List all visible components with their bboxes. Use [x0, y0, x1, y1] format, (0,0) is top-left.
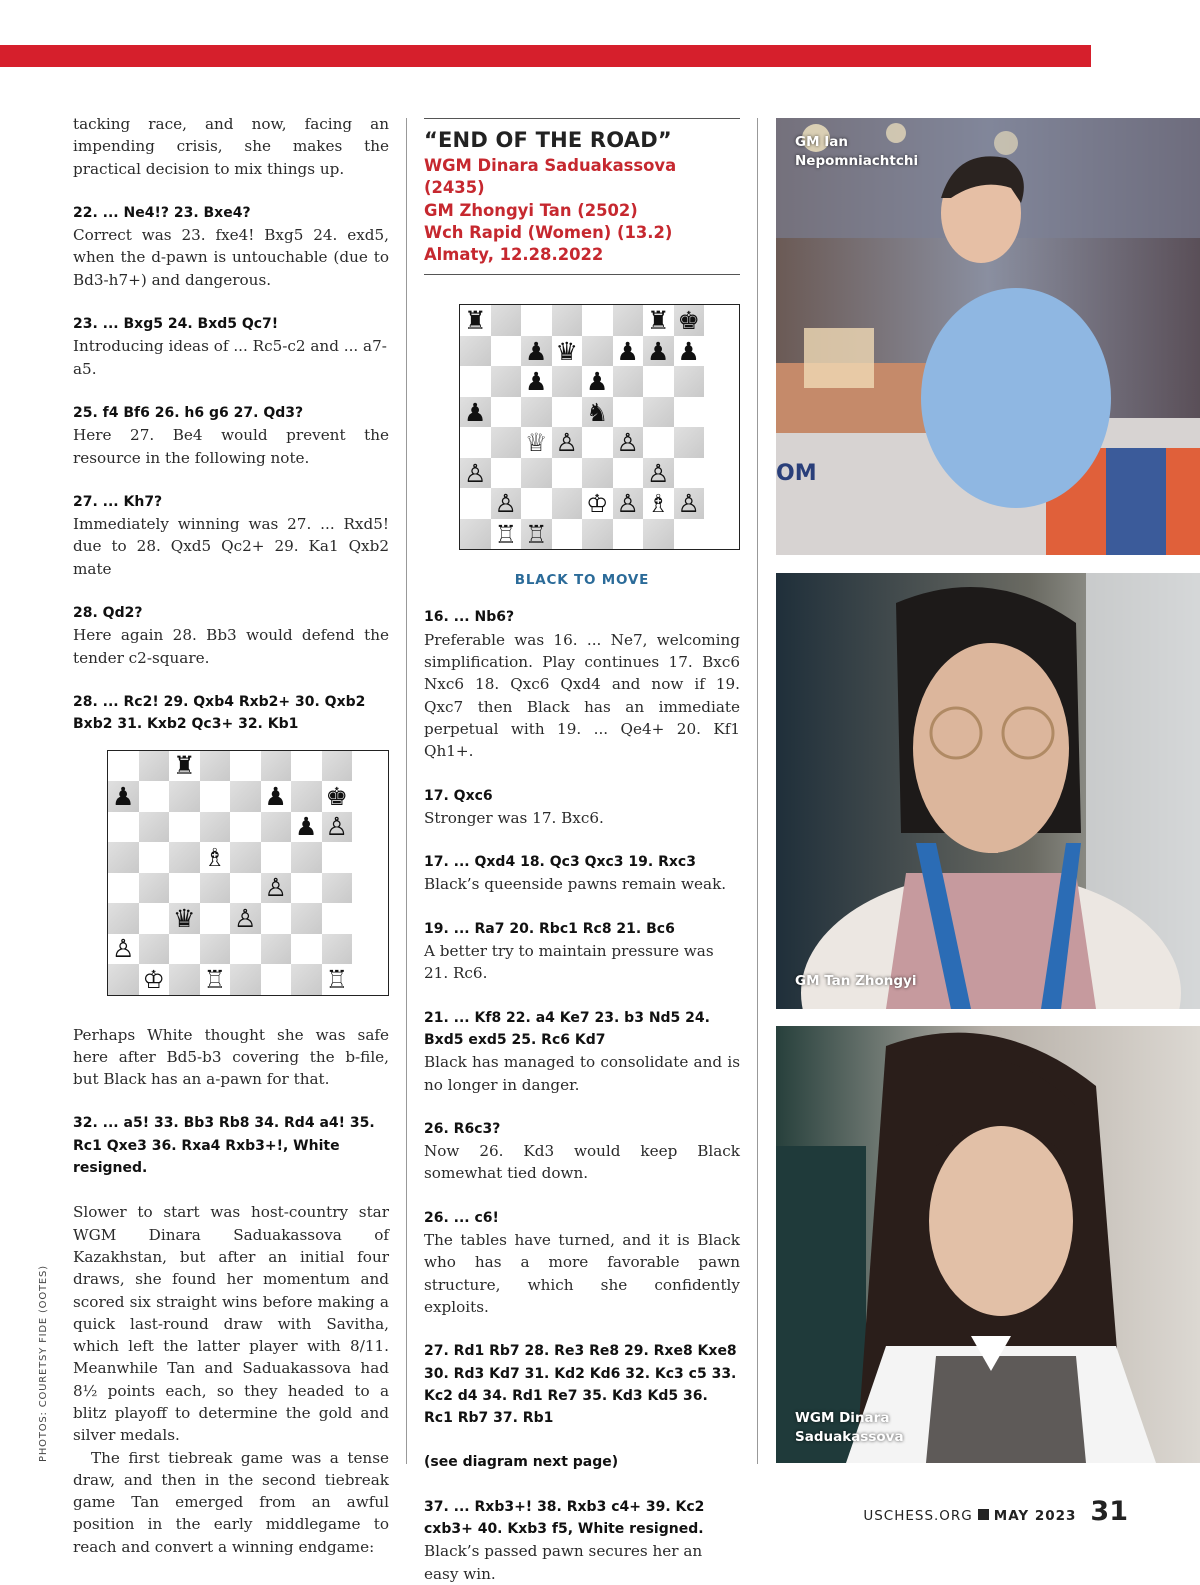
board-square [521, 519, 552, 550]
board-square [291, 842, 322, 873]
board-square [674, 458, 705, 489]
paragraph: Stronger was 17. Bxc6. [424, 808, 604, 827]
board-square [200, 842, 231, 873]
white-pawn-icon: ♙ [264, 873, 287, 903]
board-square [139, 812, 170, 843]
board-square [582, 366, 613, 397]
top-red-bar [0, 45, 1091, 67]
board-square [322, 781, 353, 812]
board-square [261, 934, 292, 965]
board-square [139, 964, 170, 995]
chess-diagram-position [107, 750, 389, 996]
board-square [643, 397, 674, 428]
board-square [261, 903, 292, 934]
photo-caption: GM Tan Zhongyi [795, 973, 917, 989]
paragraph: Black’s queenside pawns remain weak. [424, 875, 727, 894]
move-line: 37. ... Rxb3+! 38. Rxb3 c4+ 39. Kc2 cxb3+ 40. Kxb3 f5, White resigned. [424, 1498, 705, 1537]
white-rook-icon: ♖ [325, 964, 348, 994]
board-square [460, 519, 491, 550]
white-king-icon: ♔ [142, 964, 165, 994]
white-pawn-icon: ♙ [616, 489, 639, 519]
board-square [139, 934, 170, 965]
board-square [613, 519, 644, 550]
board-square [613, 366, 644, 397]
board-square [322, 873, 353, 904]
board-square [582, 427, 613, 458]
board-square [230, 781, 261, 812]
black-pawn-icon: ♟ [264, 781, 287, 811]
board-square [552, 458, 583, 489]
white-pawn-icon: ♙ [464, 458, 487, 488]
chess-diagram-game [459, 304, 740, 550]
black-pawn-icon: ♟ [464, 397, 487, 427]
board-square [169, 873, 200, 904]
board-square [521, 397, 552, 428]
move-line: 21. ... Kf8 22. a4 Ke7 23. b3 Nd5 24. Bxd5 exd5 25. Rc6 Kd7 [424, 1009, 710, 1048]
paragraph: Introducing ideas of ... Rc5-c2 and ... a7-a5. [73, 337, 387, 378]
photo-caption: GM Ian Nepomniachtchi [795, 134, 919, 169]
board-square [460, 397, 491, 428]
board-square [322, 812, 353, 843]
move-line: 16. ... Nb6? [424, 609, 515, 626]
board-square [582, 488, 613, 519]
board-square [261, 964, 292, 995]
white-king-icon: ♔ [586, 489, 609, 519]
board-square [108, 903, 139, 934]
board-square [521, 488, 552, 519]
paragraph: The tables have turned, and it is Black who has a more favorable pawn structure, which she confidently exploits. [424, 1231, 740, 1316]
board-square [674, 488, 705, 519]
board-square [491, 427, 522, 458]
white-pawn-icon: ♙ [234, 903, 257, 933]
board-square [108, 842, 139, 873]
board-square [643, 336, 674, 367]
board-square [322, 751, 353, 782]
board-square [521, 336, 552, 367]
paragraph: Black’s passed pawn secures her an easy win. [424, 1542, 703, 1583]
paragraph: A better try to maintain pressure was 21. Rc6. [424, 942, 714, 983]
board-square [643, 305, 674, 336]
board-square [261, 842, 292, 873]
board-square [261, 812, 292, 843]
board-square [521, 458, 552, 489]
white-rook-icon: ♖ [525, 519, 548, 549]
footer-square-icon [978, 1509, 989, 1520]
board-square [582, 336, 613, 367]
photo-illustration [776, 573, 1200, 1009]
column-divider-left [406, 118, 407, 1464]
board-square [291, 781, 322, 812]
board-square [230, 842, 261, 873]
board-square [613, 397, 644, 428]
board-square [582, 305, 613, 336]
board-square [322, 934, 353, 965]
board-square [169, 842, 200, 873]
photo-saduakassova [776, 1026, 1200, 1463]
board-square [139, 842, 170, 873]
paragraph: Here 27. Be4 would prevent the resource in the following note. [73, 426, 389, 467]
black-pawn-icon: ♟ [295, 812, 318, 842]
board-square [261, 873, 292, 904]
move-line: 28. Qd2? [73, 605, 143, 622]
board-square [200, 873, 231, 904]
photo-credit: PHOTOS: COURETSY FIDE (OOTES) [38, 1265, 49, 1462]
board-square [521, 427, 552, 458]
black-rook-icon: ♜ [173, 751, 196, 781]
board-square [643, 366, 674, 397]
paragraph: tacking race, and now, facing an impending crisis, she makes the practical decision to mix things up. [73, 115, 389, 178]
white-pawn-icon: ♙ [616, 428, 639, 458]
white-pawn-icon: ♙ [677, 489, 700, 519]
black-queen-icon: ♛ [173, 903, 196, 933]
black-pawn-icon: ♟ [647, 336, 670, 366]
board-square [552, 366, 583, 397]
board-square [460, 336, 491, 367]
board-square [674, 397, 705, 428]
white-pawn-icon: ♙ [112, 934, 135, 964]
board-square [139, 873, 170, 904]
board-square [230, 964, 261, 995]
move-line: 17. Qxc6 [424, 787, 493, 804]
board-square [491, 519, 522, 550]
board-square [261, 751, 292, 782]
move-line: (see diagram next page) [424, 1454, 619, 1471]
board-square [643, 488, 674, 519]
board-square [613, 458, 644, 489]
board-square [230, 873, 261, 904]
board-square [291, 873, 322, 904]
photo-illustration [776, 118, 1200, 555]
move-line: 26. R6c3? [424, 1120, 501, 1137]
move-line: 28. ... Rc2! 29. Qxb4 Rxb2+ 30. Qxb2 Bxb2 31. Kxb2 Qc3+ 32. Kb1 [73, 693, 366, 733]
board-square [613, 336, 644, 367]
white-rook-icon: ♖ [494, 519, 517, 549]
board-square [291, 964, 322, 995]
black-pawn-icon: ♟ [586, 367, 609, 397]
board-square [108, 964, 139, 995]
board-square [552, 397, 583, 428]
black-player: GM Zhongyi Tan (2502) [424, 200, 638, 220]
paragraph: Here again 28. Bb3 would defend the tender c2-square. [73, 626, 389, 667]
board-square [674, 366, 705, 397]
paragraph: Now 26. Kd3 would keep Black somewhat tied down. [424, 1142, 740, 1183]
board-square [230, 751, 261, 782]
board-square [200, 751, 231, 782]
white-player: WGM Dinara Saduakassova (2435) [424, 156, 677, 198]
black-queen-icon: ♛ [555, 336, 578, 366]
board-square [108, 873, 139, 904]
board-square [139, 751, 170, 782]
board-square [491, 305, 522, 336]
board-square [169, 964, 200, 995]
move-line: 22. ... Ne4!? 23. Bxe4? [73, 204, 251, 221]
banner-logo-text: OM [776, 461, 817, 486]
black-rook-icon: ♜ [464, 306, 487, 336]
move-line: 25. f4 Bf6 26. h6 g6 27. Qd3? [73, 404, 304, 421]
board-square [108, 751, 139, 782]
game-title: “END OF THE ROAD” [424, 128, 672, 152]
photo-caption: WGM Dinara Saduakassova [795, 1410, 904, 1445]
board-square [230, 903, 261, 934]
black-king-icon: ♚ [677, 306, 700, 336]
white-queen-icon: ♕ [525, 428, 548, 458]
board-square [643, 519, 674, 550]
board-square [460, 458, 491, 489]
board-square [169, 812, 200, 843]
white-pawn-icon: ♙ [325, 812, 348, 842]
footer-site: USCHESS.ORG [863, 1508, 973, 1524]
board-square [552, 519, 583, 550]
board-square [108, 812, 139, 843]
board-square [491, 488, 522, 519]
board-square [582, 458, 613, 489]
black-pawn-icon: ♟ [677, 336, 700, 366]
board-square [108, 934, 139, 965]
board-square [674, 305, 705, 336]
black-pawn-icon: ♟ [112, 781, 135, 811]
board-square [291, 903, 322, 934]
board-square [643, 458, 674, 489]
board-square [291, 751, 322, 782]
board-square [552, 488, 583, 519]
board-square [200, 812, 231, 843]
board-square [643, 427, 674, 458]
board-square [291, 812, 322, 843]
board-square [108, 781, 139, 812]
board-square [460, 305, 491, 336]
black-pawn-icon: ♟ [616, 336, 639, 366]
board-square [552, 427, 583, 458]
white-rook-icon: ♖ [203, 964, 226, 994]
photo-nepomniachtchi [776, 118, 1200, 555]
board-square [169, 751, 200, 782]
board-square [491, 397, 522, 428]
move-line: 32. ... a5! 33. Bb3 Rb8 34. Rd4 a4! 35. Rc1 Qxe3 36. Rxa4 Rxb3+!, White resigned. [73, 1115, 375, 1177]
paragraph: Immediately winning was 27. ... Rxd5! due to 28. Qxd5 Qc2+ 29. Ka1 Qxb2 mate [73, 515, 389, 578]
page-footer [863, 1496, 1128, 1527]
board-square [613, 427, 644, 458]
left-column [73, 113, 389, 1558]
page-number: 31 [1090, 1496, 1128, 1527]
move-line: 23. ... Bxg5 24. Bxd5 Qc7! [73, 316, 279, 333]
board-square [674, 427, 705, 458]
middle-column [424, 118, 740, 1585]
board-square [200, 964, 231, 995]
board-square [674, 336, 705, 367]
white-bishop-icon: ♗ [647, 489, 670, 519]
footer-month: MAY 2023 [993, 1508, 1077, 1524]
white-pawn-icon: ♙ [647, 458, 670, 488]
board-square [521, 305, 552, 336]
board-square [491, 336, 522, 367]
black-pawn-icon: ♟ [525, 367, 548, 397]
paragraph: Perhaps White thought she was safe here after Bd5-b3 covering the b-file, but Black has an a-pawn for that. [73, 1025, 389, 1089]
board-square [460, 427, 491, 458]
black-knight-icon: ♞ [586, 397, 609, 427]
board-square [169, 903, 200, 934]
board-square [460, 488, 491, 519]
board-square [139, 781, 170, 812]
board-square [139, 903, 170, 934]
board-square [613, 488, 644, 519]
white-pawn-icon: ♙ [494, 489, 517, 519]
move-line: 27. ... Kh7? [73, 493, 163, 510]
board-square [521, 366, 552, 397]
board-square [169, 781, 200, 812]
move-line: 27. Rd1 Rb7 28. Re3 Re8 29. Rxe8 Kxe8 30. Rd3 Kd7 31. Kd2 Kd6 32. Kc3 c5 33. Kc2 d4 34. Rd1 Re7 35. Kd3 Kd5 36. Rc1 Rb7 37. Rb1 [424, 1343, 737, 1427]
board-square [291, 934, 322, 965]
board-square [491, 366, 522, 397]
photo-tan-zhongyi [776, 573, 1200, 1009]
paragraph: The first tiebreak game was a tense draw, and then in the second tiebreak game Tan emerged from an awful position in the early middlegame to reach and convert a winning endgame: [73, 1448, 389, 1556]
black-pawn-icon: ♟ [525, 336, 548, 366]
column-divider-right [757, 118, 758, 1464]
board-square [322, 842, 353, 873]
board-square [322, 964, 353, 995]
board-square [491, 458, 522, 489]
board-square [200, 903, 231, 934]
board-square [200, 781, 231, 812]
board-square [582, 519, 613, 550]
white-pawn-icon: ♙ [555, 428, 578, 458]
photo-illustration [776, 1026, 1200, 1463]
board-square [230, 812, 261, 843]
move-line: 17. ... Qxd4 18. Qc3 Qxc3 19. Rxc3 [424, 854, 696, 871]
board-square [169, 934, 200, 965]
board-square [322, 903, 353, 934]
board-square [552, 336, 583, 367]
black-rook-icon: ♜ [647, 306, 670, 336]
black-king-icon: ♚ [325, 781, 348, 811]
board-square [200, 934, 231, 965]
to-move-caption: BLACK TO MOVE [514, 572, 650, 589]
board-square [674, 519, 705, 550]
move-line: 19. ... Ra7 20. Rbc1 Rc8 21. Bc6 [424, 920, 675, 937]
event-info: Wch Rapid (Women) (13.2) Almaty, 12.28.2022 [424, 222, 673, 265]
white-bishop-icon: ♗ [203, 842, 226, 872]
board-square [460, 366, 491, 397]
paragraph: Preferable was 16. ... Ne7, welcoming simplification. Play continues 17. Bxc6 Nxc6 18. Qxc6 Qxd4 and now if 19. Qxc7 then Black has an immediate perpetual with 19. ... Qe4+ 20. Kf1 Qh1+. [424, 630, 740, 761]
board-square [230, 934, 261, 965]
board-square [261, 781, 292, 812]
board-square [582, 397, 613, 428]
paragraph: Black has managed to consolidate and is no longer in danger. [424, 1053, 740, 1094]
move-line: 26. ... c6! [424, 1209, 499, 1226]
board-square [613, 305, 644, 336]
paragraph: Correct was 23. fxe4! Bxg5 24. exd5, when the d-pawn is untouchable (due to Bd3-h7+) and dangerous. [73, 226, 389, 289]
board-square [552, 305, 583, 336]
paragraph: Slower to start was host-country star WGM Dinara Saduakassova of Kazakhstan, but after an initial four draws, she found her momentum and scored six straight wins before making a quick last-round draw with Savitha, which left the latter player with 8/11. Meanwhile Tan and Saduakassova had 8½ points each, so they headed to a blitz playoff to determine the gold and silver medals. [73, 1203, 389, 1445]
